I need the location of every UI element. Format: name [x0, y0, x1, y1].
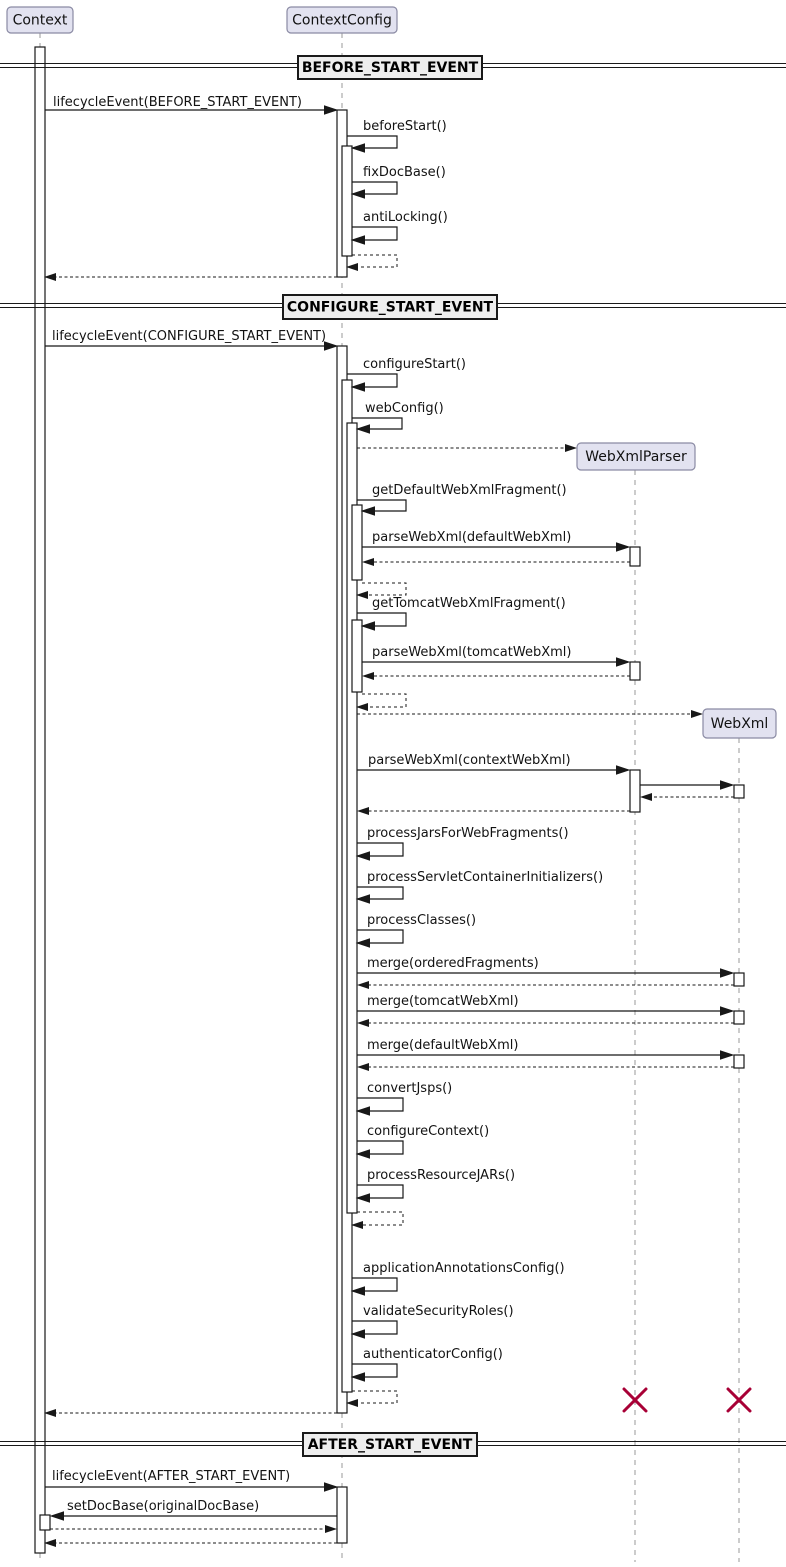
return-webconfig [353, 1212, 403, 1225]
message-parsewebxml-context [357, 753, 734, 811]
message-processservletcontainerinitializers [357, 870, 603, 899]
activation-webxml-merge1 [734, 973, 744, 986]
participant-contextconfig [287, 7, 397, 33]
divider-configure-start-event [0, 295, 786, 319]
activation-cc-gettomcatwebxmlfragment [352, 620, 362, 692]
message-convertjsps [357, 1081, 452, 1111]
activation-wxp-parse-context [630, 770, 640, 812]
message-label: processJarsForWebFragments() [367, 826, 569, 841]
message-label: parseWebXml(contextWebXml) [368, 753, 571, 768]
message-label: applicationAnnotationsConfig() [363, 1261, 565, 1276]
message-lifecycleevent-before [45, 95, 336, 110]
message-processjarsforwebfragments [357, 826, 569, 856]
message-label: merge(tomcatWebXml) [367, 994, 519, 1009]
message-antilocking [352, 210, 448, 240]
message-applicationannotationsconfig [352, 1261, 565, 1291]
message-label: configureContext() [367, 1124, 490, 1139]
participant-label: ContextConfig [292, 12, 392, 29]
message-merge-defaultwebxml [357, 1038, 734, 1067]
participant-label: Context [12, 12, 68, 29]
message-processresourcejars [357, 1168, 515, 1198]
message-label: lifecycleEvent(CONFIGURE_START_EVENT) [52, 329, 327, 344]
activation-webxml-parse [734, 785, 744, 798]
message-label: merge(defaultWebXml) [367, 1038, 519, 1053]
message-label: merge(orderedFragments) [367, 956, 539, 971]
message-authenticatorconfig [352, 1347, 503, 1377]
message-label: processResourceJARs() [367, 1168, 516, 1183]
message-label: lifecycleEvent(AFTER_START_EVENT) [52, 1469, 291, 1484]
divider-after-start-event [0, 1433, 786, 1456]
message-lifecycleevent-configure [45, 329, 336, 346]
message-label: convertJsps() [367, 1081, 453, 1096]
message-configurecontext [357, 1124, 489, 1154]
return-beforestart [348, 255, 397, 267]
message-processclasses [357, 913, 476, 943]
message-label: processClasses() [367, 913, 477, 928]
message-beforestart [347, 119, 447, 148]
participant-label: WebXml [710, 716, 769, 732]
message-webconfig [352, 401, 444, 429]
message-lifecycleevent-after [45, 1469, 336, 1487]
divider-label: AFTER_START_EVENT [307, 1437, 473, 1453]
activation-webxml-merge3 [734, 1055, 744, 1068]
message-label: configureStart() [363, 357, 466, 372]
activation-cc-getdefaultwebxmlfragment [352, 505, 362, 580]
divider-label: BEFORE_START_EVENT [301, 60, 479, 76]
activation-context-main [35, 47, 45, 1553]
message-label: parseWebXml(tomcatWebXml) [372, 645, 572, 660]
activation-cc-after [337, 1487, 347, 1543]
divider-label: CONFIGURE_START_EVENT [286, 299, 494, 316]
participant-webxml [703, 709, 776, 738]
message-gettomcatwebxmlfragment [357, 596, 566, 626]
return-getdefaultwebxmlfragment [358, 583, 406, 595]
activation-cc-beforestart [342, 146, 352, 256]
message-label: getTomcatWebXmlFragment() [372, 596, 566, 611]
participant-webxmlparser [577, 443, 695, 470]
message-fixdocbase [352, 165, 446, 194]
message-label: antiLocking() [363, 210, 448, 225]
activation-webxml-merge2 [734, 1011, 744, 1024]
message-label: fixDocBase() [363, 165, 446, 180]
message-label: beforeStart() [363, 119, 447, 134]
activation-bars [35, 47, 744, 1553]
message-label: setDocBase(originalDocBase) [67, 1499, 260, 1514]
participant-label: WebXmlParser [585, 449, 687, 465]
message-setdocbase [50, 1499, 337, 1529]
return-configurestart [348, 1391, 397, 1403]
activation-wxp-parse-tomcat [630, 662, 640, 680]
return-gettomcatwebxmlfragment [358, 694, 406, 707]
message-label: validateSecurityRoles() [363, 1304, 514, 1319]
message-label: authenticatorConfig() [363, 1347, 503, 1362]
message-label: processServletContainerInitializers() [367, 870, 604, 885]
message-label: getDefaultWebXmlFragment() [372, 483, 567, 498]
message-merge-orderedfragments [357, 956, 734, 985]
activation-wxp-parse-default [630, 547, 640, 566]
message-label: webConfig() [365, 401, 444, 416]
message-label: parseWebXml(defaultWebXml) [372, 530, 572, 545]
divider-before-start-event [0, 56, 786, 79]
message-parsewebxml-tomcat [362, 645, 630, 676]
message-configurestart [347, 357, 466, 387]
message-parsewebxml-default [362, 530, 630, 562]
message-getdefaultwebxmlfragment [357, 483, 567, 511]
message-merge-tomcatwebxml [357, 994, 734, 1023]
message-label: lifecycleEvent(BEFORE_START_EVENT) [53, 95, 302, 110]
activation-context-setdocbase [40, 1515, 50, 1530]
message-validatesecurityroles [352, 1304, 514, 1334]
participant-context [7, 7, 73, 33]
